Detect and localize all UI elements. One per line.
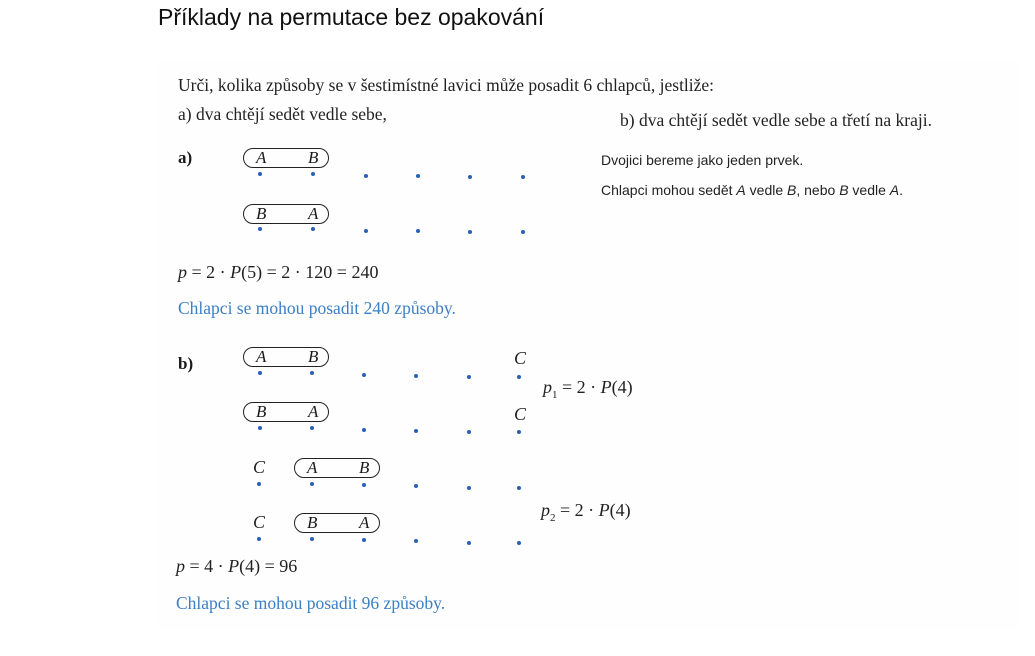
seat-dot: [257, 537, 261, 541]
seat-dot: [258, 426, 262, 430]
pair-capsule-b2: [243, 402, 329, 422]
seat-dot: [414, 429, 418, 433]
seat-dot: [416, 229, 420, 233]
seat-dot: [310, 371, 314, 375]
pair-letter: A: [308, 402, 319, 421]
pair-letter: A: [307, 458, 318, 477]
boy-c-letter: C: [253, 457, 266, 477]
seat-dot: [467, 430, 471, 434]
pair-capsule-b4: [294, 513, 380, 533]
seat-dot: [517, 430, 521, 434]
answer-b: Chlapci se mohou posadit 96 způsoby.: [176, 593, 446, 613]
section-b-label: b): [178, 354, 194, 373]
answer-a: Chlapci se mohou posadit 240 způsoby.: [178, 298, 456, 318]
problem-question: Urči, kolika způsoby se v šestimístné lavici může posadit 6 chlapců, jestliže:: [178, 75, 715, 95]
page-title: Příklady na permutace bez opakování: [158, 4, 545, 30]
seat-dot: [517, 375, 521, 379]
seat-dot: [364, 229, 368, 233]
seat-dot: [362, 373, 366, 377]
seat-dot: [414, 539, 418, 543]
pair-letter: A: [256, 347, 267, 366]
seat-dot: [467, 375, 471, 379]
seat-dot: [311, 227, 315, 231]
section-a-label: a): [178, 148, 193, 167]
seat-dot: [517, 486, 521, 490]
seat-dot: [416, 174, 420, 178]
seat-dot: [364, 174, 368, 178]
pair-capsule-b1: [243, 347, 329, 367]
seat-dot: [311, 172, 315, 176]
seat-dot: [468, 230, 472, 234]
seat-dot: [414, 484, 418, 488]
pair-capsule-a2: [243, 204, 329, 224]
seat-dot: [521, 175, 525, 179]
formula-a: p = 2 · P(5) = 2 · 120 = 240: [178, 262, 379, 282]
seat-dot: [310, 482, 314, 486]
seat-dot: [258, 371, 262, 375]
seat-dot: [258, 172, 262, 176]
pair-letter: B: [359, 458, 370, 477]
seat-dot: [362, 483, 366, 487]
seat-dot: [414, 374, 418, 378]
pair-letter: B: [256, 204, 267, 223]
pair-capsule-a1: [243, 148, 329, 168]
pair-letter: A: [359, 513, 370, 532]
note-pair-as-element: Dvojici bereme jako jeden prvek.: [601, 152, 804, 168]
boy-c-letter: C: [514, 404, 527, 424]
seat-dot: [521, 230, 525, 234]
pair-letter: B: [307, 513, 318, 532]
formula-p1: $p_1 = 2 \cdot P(4)$: [543, 377, 633, 401]
formula-b: p = 4 · P(4) = 96: [176, 556, 298, 576]
pair-letter: B: [256, 402, 267, 421]
seat-dot: [362, 428, 366, 432]
seat-dot: [258, 227, 262, 231]
seat-dot: [468, 175, 472, 179]
pair-letter: A: [256, 148, 267, 167]
problem-part-a: a) dva chtějí sedět vedle sebe,: [178, 104, 387, 124]
problem-part-b: b) dva chtějí sedět vedle sebe a třetí na kraji.: [620, 110, 932, 130]
seat-dot: [257, 482, 261, 486]
formula-p2: $p_2 = 2 \cdot P(4)$: [541, 500, 631, 524]
seat-dot: [467, 541, 471, 545]
pair-letter: B: [308, 148, 319, 167]
boy-c-letter: C: [514, 348, 527, 368]
pair-capsule-b3: [294, 458, 380, 478]
pair-letter: B: [308, 347, 319, 366]
seat-dot: [362, 538, 366, 542]
textbook-excerpt: [158, 60, 1018, 630]
seat-dot: [310, 537, 314, 541]
seat-dot: [467, 486, 471, 490]
pair-letter: A: [308, 204, 319, 223]
boy-c-letter: C: [253, 512, 266, 532]
seat-dot: [517, 541, 521, 545]
note-order: Chlapci mohou sedět A vedle B, nebo B vedle A.: [601, 182, 904, 198]
seat-dot: [310, 426, 314, 430]
